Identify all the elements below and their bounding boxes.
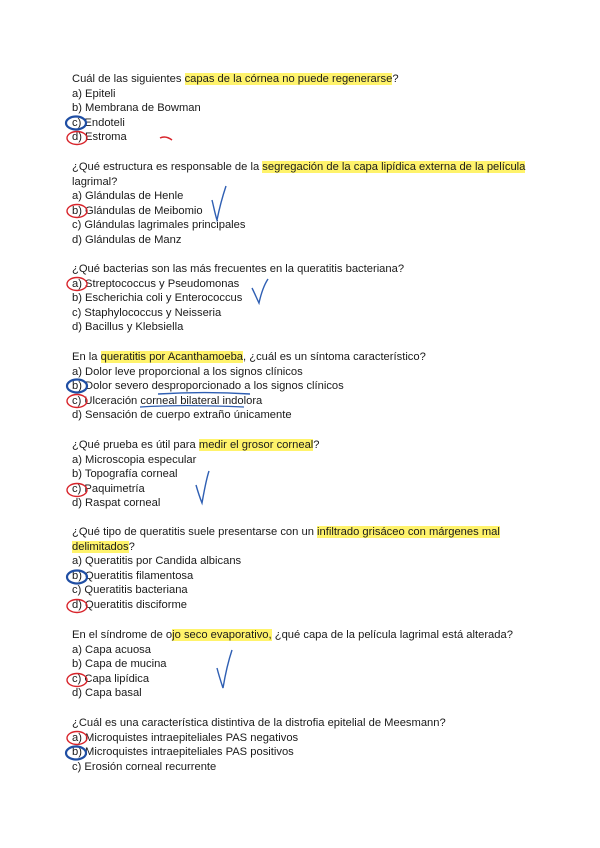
highlight: capas de la córnea no puede regenerarse <box>184 73 393 85</box>
question-7 <box>72 628 542 701</box>
option-b: b) Escherichia coli y Enterococcus <box>72 292 243 305</box>
option-c: c) Queratitis bacteriana <box>72 584 188 597</box>
option-c: c) Paquimetría <box>72 482 145 495</box>
question-text: ¿Qué tipo de queratitis suele presentarse con un infiltrado grisáceo con márgenes mal delimitados? <box>72 526 500 553</box>
highlight: segregación de la capa lipídica externa de la película <box>262 161 526 173</box>
option-c: c) Staphylococcus y Neisseria <box>72 306 222 319</box>
option-a: a) Microquistes intraepiteliales PAS negativos <box>72 731 299 744</box>
option-a: a) Streptococcus y Pseudomonas <box>72 277 240 290</box>
question-text: ¿Cuál es una característica distintiva de la distrofia epitelial de Meesmann? <box>72 717 446 729</box>
option-d: d) Capa basal <box>72 687 142 700</box>
question-8 <box>72 716 542 774</box>
option-a: a) Microscopia especular <box>72 453 197 466</box>
option-a: a) Capa acuosa <box>72 643 151 656</box>
highlight: medir el grosor corneal <box>198 439 314 451</box>
option-d: d) Raspat corneal <box>72 497 161 510</box>
option-b: b) Glándulas de Meibomio <box>72 204 203 217</box>
question-text: En la queratitis por Acanthamoeba, ¿cuál es un síntoma característico? <box>72 351 426 363</box>
question-text: En el síndrome de ojo seco evaporativo, ¿qué capa de la película lagrimal está alterada? <box>72 629 513 641</box>
question-text: ¿Qué bacterias son las más frecuentes en la queratitis bacteriana? <box>72 263 405 275</box>
highlight: queratitis por Acanthamoeba <box>100 351 244 363</box>
option-a: a) Epiteli <box>72 87 116 100</box>
option-b: b) Dolor severo desproporcionado a los signos clínicos <box>72 380 344 393</box>
option-c: c) Capa lipídica <box>72 672 150 685</box>
question-2 <box>72 160 542 248</box>
option-a: a) Glándulas de Henle <box>72 190 184 203</box>
option-c: c) Glándulas lagrimales principales <box>72 219 246 232</box>
question-text: Cuál de las siguientes capas de la córnea no puede regenerarse? <box>72 73 399 85</box>
option-b: b) Capa de mucina <box>72 658 167 671</box>
question-5 <box>72 438 542 511</box>
option-b: b) Membrana de Bowman <box>72 102 201 115</box>
question-3 <box>72 262 542 335</box>
highlight: infiltrado grisáceo con márgenes mal delimitados <box>72 526 500 553</box>
option-c: c) Endoteli <box>72 116 125 129</box>
question-4 <box>72 350 542 423</box>
question-1 <box>72 72 542 145</box>
question-6 <box>72 525 542 613</box>
option-d: d) Queratitis disciforme <box>72 598 188 611</box>
option-c: c) Ulceración corneal bilateral indolora <box>72 394 263 407</box>
option-b: b) Topografía corneal <box>72 468 178 481</box>
option-d: d) Sensación de cuerpo extraño únicamente <box>72 409 292 422</box>
option-d: d) Estroma <box>72 131 127 144</box>
option-c: c) Erosión corneal recurrente <box>72 760 217 773</box>
option-b: b) Microquistes intraepiteliales PAS positivos <box>72 746 294 759</box>
option-a: a) Dolor leve proporcional a los signos clínicos <box>72 365 303 378</box>
highlight: jo seco evaporativo, <box>172 629 272 641</box>
option-a: a) Queratitis por Candida albicans <box>72 555 242 568</box>
option-b: b) Queratitis filamentosa <box>72 569 194 582</box>
option-d: d) Bacillus y Klebsiella <box>72 321 184 334</box>
option-d: d) Glándulas de Manz <box>72 233 182 246</box>
question-text: ¿Qué estructura es responsable de la segregación de la capa lipídica externa de la película lagrimal? <box>72 161 526 188</box>
question-text: ¿Qué prueba es útil para medir el grosor corneal? <box>72 439 320 451</box>
